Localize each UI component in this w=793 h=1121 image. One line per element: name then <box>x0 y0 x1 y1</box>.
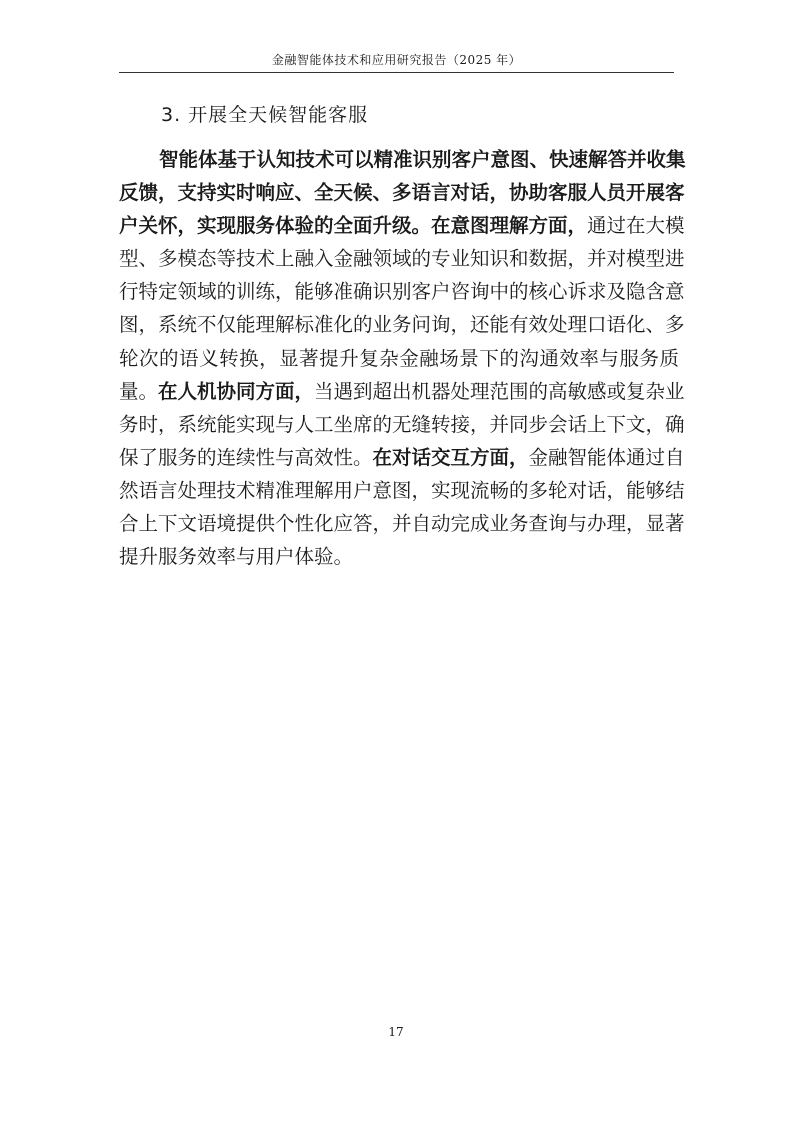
paragraph-line: 型、多模态等技术上融入金融领域的专业知识和数据，并对模型进 <box>119 247 685 271</box>
paragraph-line: 合上下文语境提供个性化应答，并自动完成业务查询与办理，显著 <box>119 512 685 536</box>
paragraph-line <box>119 209 685 242</box>
bold-phrase: 在人机协同方面， <box>158 379 315 403</box>
page-number: 17 <box>388 1025 404 1039</box>
paragraph-line: 提升服务效率与用户体验。 <box>119 545 354 569</box>
paragraph-line <box>119 441 685 474</box>
header-rule <box>119 72 674 73</box>
paragraph-line: 图，系统不仅能理解标准化的业务问询，还能有效处理口语化、多 <box>119 313 685 337</box>
paragraph-line: 然语言处理技术精准理解用户意图，实现流畅的多轮对话，能够结 <box>119 478 685 502</box>
paragraph-line: 轮次的语义转换，显著提升复杂金融场景下的沟通效率与服务质 <box>119 346 679 370</box>
text-run: 通过在大模 <box>587 214 685 238</box>
bold-phrase: 在对话交互方面， <box>372 445 529 469</box>
body-paragraph <box>119 143 686 573</box>
paragraph-line: 反馈，支持实时响应、全天候、多语言对话，协助客服人员开展客 <box>119 181 685 205</box>
text-run: 金融智能体通过自 <box>528 445 685 469</box>
text-run: 保了服务的连续性与高效性。 <box>119 445 373 469</box>
paragraph-line <box>119 375 685 408</box>
paragraph-line: 务时，系统能实现与人工坐席的无缝转接，并同步会话上下文，确 <box>119 412 685 436</box>
paragraph-line: 行特定领域的训练，能够准确识别客户咨询中的核心诉求及隐含意 <box>119 280 685 304</box>
bold-phrase: 户关怀，实现服务体验的全面升级。在意图理解方面， <box>119 214 588 238</box>
text-run: 当遇到超出机器处理范围的高敏感或复杂业 <box>314 379 685 403</box>
text-run: 量。 <box>119 379 159 403</box>
section-heading: 3. 开展全天候智能客服 <box>161 104 369 126</box>
paragraph-line: 智能体基于认知技术可以精准识别客户意图、快速解答并收集 <box>159 148 686 171</box>
running-header: 金融智能体技术和应用研究报告（2025 年） <box>271 53 522 67</box>
